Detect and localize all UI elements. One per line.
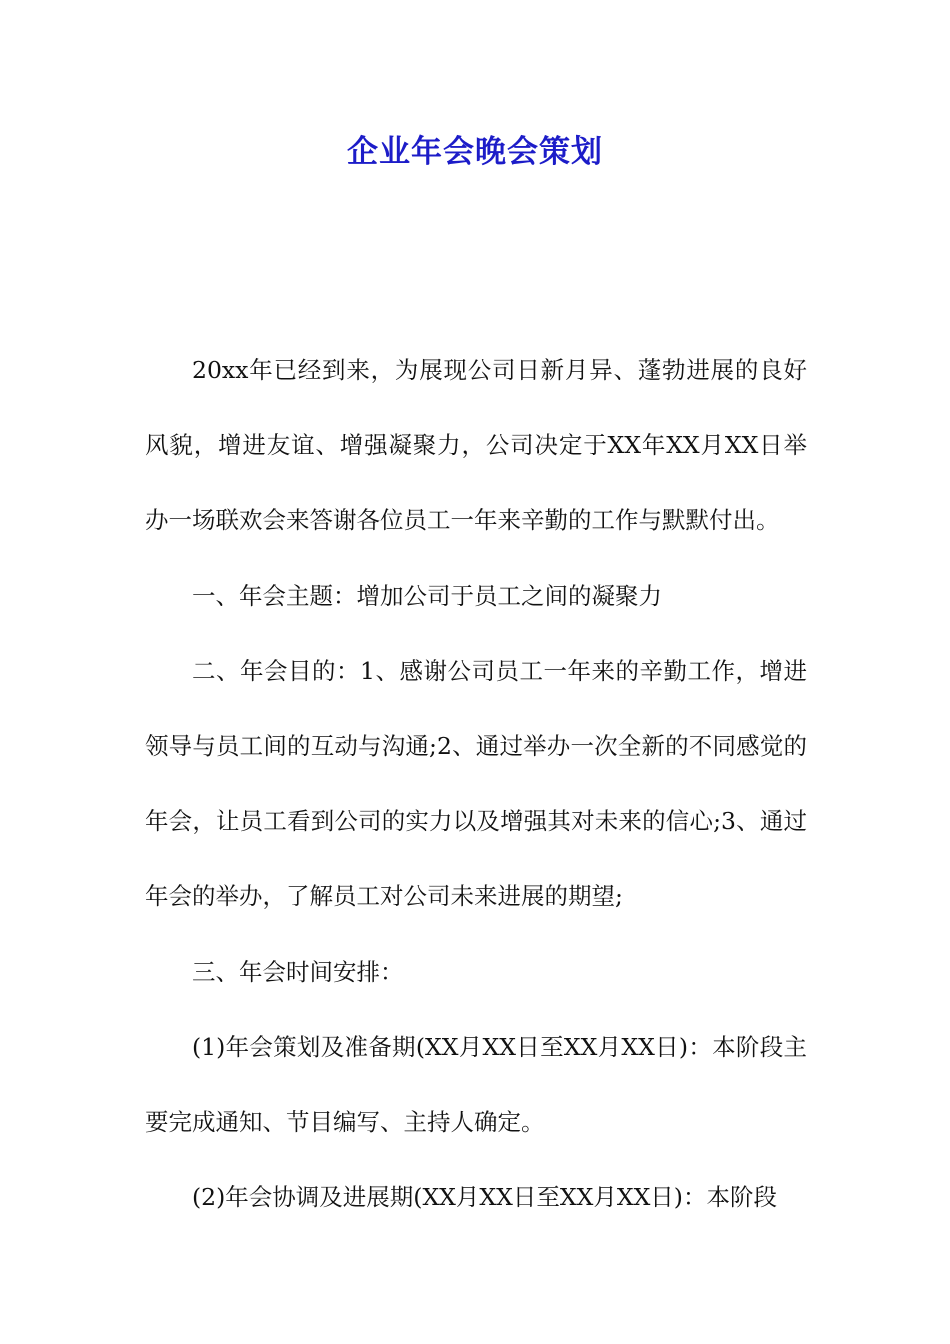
paragraph-intro: 20xx年已经到来，为展现公司日新月异、蓬勃进展的良好风貌，增进友谊、增强凝聚力，公司决定于XX年XX月XX日举办一场联欢会来答谢各位员工一年来辛勤的工作与默默付出。 [145,356,807,535]
paragraph-purpose: 二、年会目的：1、感谢公司员工一年来的辛勤工作，增进领导与员工间的互动与沟通;2、通过举办一次全新的不同感觉的年会，让员工看到公司的实力以及增强其对未来的信心;3、通过年会的举办，了解员工对公司未来进展的期望; [145,656,807,911]
document-title: 企业年会晚会策划 [347,134,603,170]
paragraph-theme: 一、年会主题：增加公司于员工之间的凝聚力 [192,581,662,610]
paragraph-schedule-heading: 三、年会时间安排： [192,957,404,986]
document-body [145,333,807,1235]
paragraph-schedule-phase-2: (2)年会协调及进展期(XX月XX日至XX月XX日)：本阶段 [192,1183,777,1212]
paragraph-schedule-phase-1: (1)年会策划及准备期(XX月XX日至XX月XX日)：本阶段主要完成通知、节目编写、主持人确定。 [145,1032,807,1137]
